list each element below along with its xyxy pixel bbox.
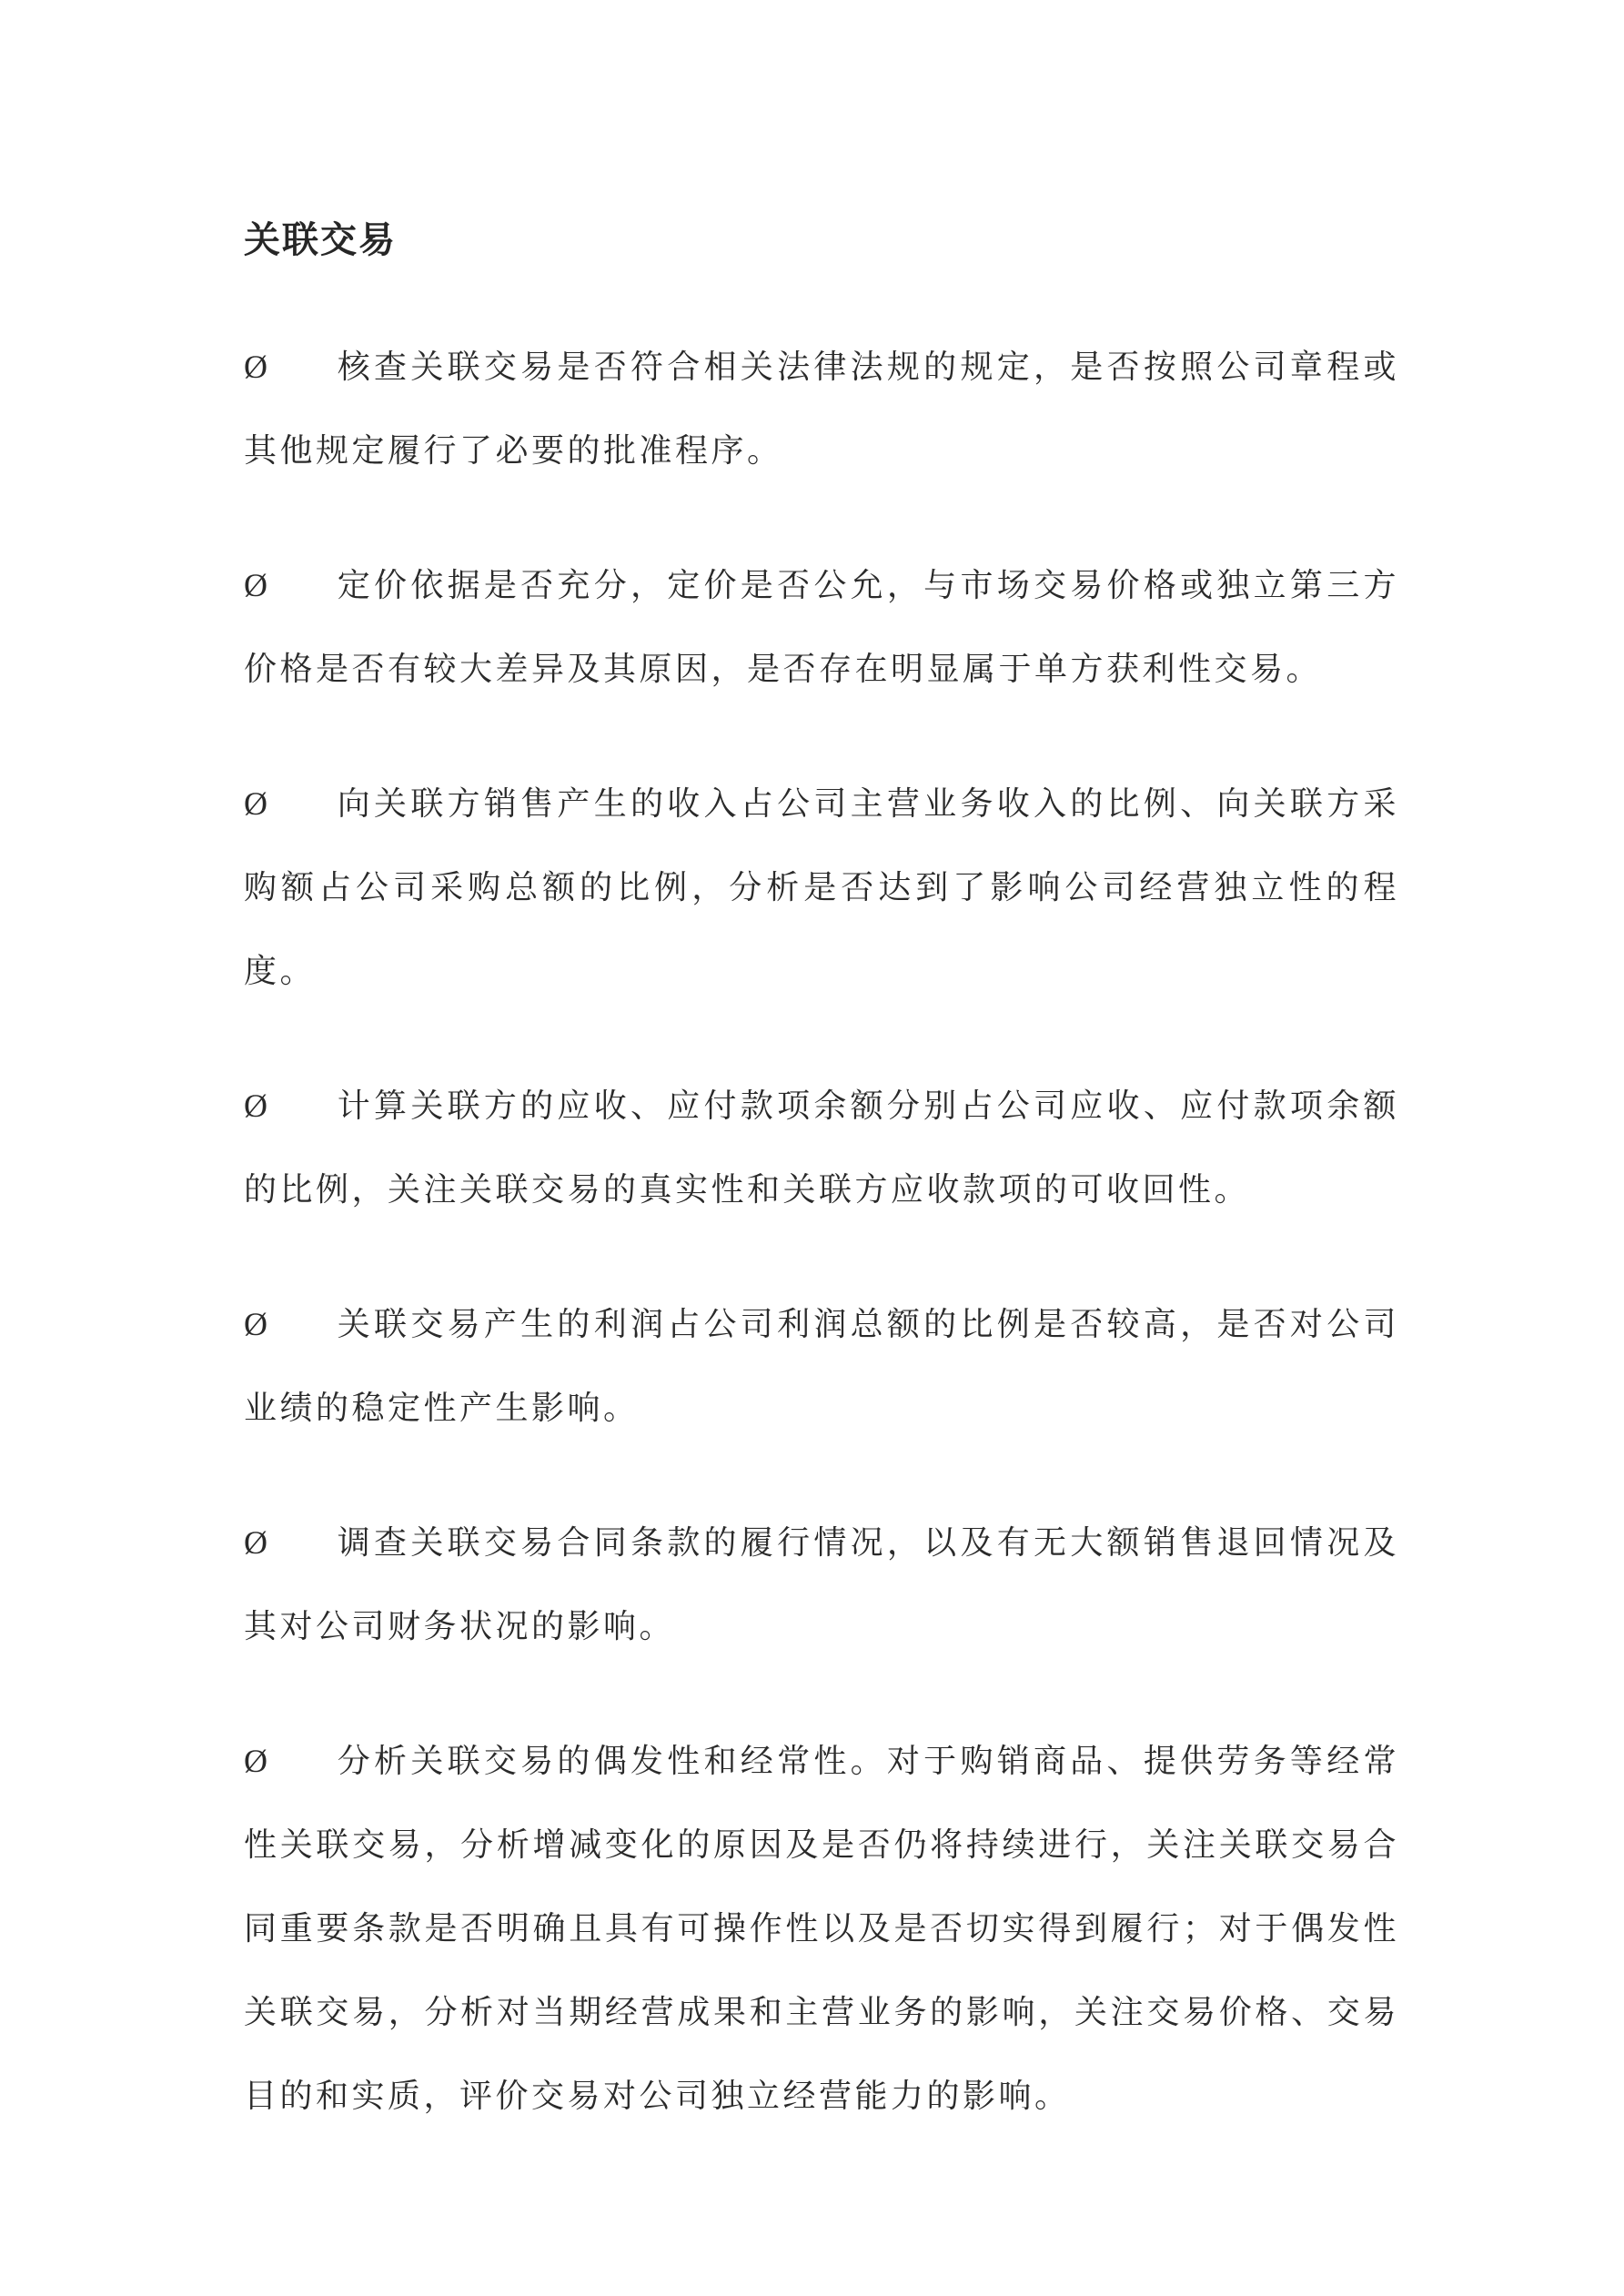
- bullet-marker: Ø: [244, 1087, 267, 1124]
- list-item: [244, 1064, 1399, 1231]
- list-item: [244, 1719, 1399, 2138]
- list-item: [244, 325, 1399, 492]
- list-item: [244, 1501, 1399, 1668]
- list-item-text: 核查关联交易是否符合相关法律法规的规定，是否按照公司章程或其他规定履行了必要的批准程序。: [244, 349, 1399, 469]
- bullet-marker: Ø: [244, 1306, 267, 1342]
- bullet-marker: Ø: [244, 567, 267, 603]
- list-item: [244, 1282, 1399, 1450]
- list-item-text: 向关联方销售产生的收入占公司主营业务收入的比例、向关联方采购额占公司采购总额的比例，分析是否达到了影响公司经营独立性的程度。: [244, 785, 1399, 989]
- document-content: [244, 0, 1399, 2189]
- bullet-marker: Ø: [244, 1524, 267, 1561]
- page-title: 关联交易: [244, 219, 397, 260]
- list-item: [244, 543, 1399, 711]
- bullet-marker: Ø: [244, 1743, 267, 1779]
- list-item: [244, 762, 1399, 1013]
- bullet-marker: Ø: [244, 349, 267, 385]
- bullet-marker: Ø: [244, 785, 267, 822]
- list-item-text: 分析关联交易的偶发性和经常性。对于购销商品、提供劳务等经常性关联交易，分析增减变化的原因及是否仍将持续进行，关注关联交易合同重要条款是否明确且具有可操作性以及是否切实得到履行；对于偶发性关联交易，分析对当期经营成果和主营业务的影响，关注交易价格、交易目的和实质，评价交易对公司独立经营能力的影响。: [244, 1743, 1399, 2114]
- list-item-text: 调查关联交易合同条款的履行情况，以及有无大额销售退回情况及其对公司财务状况的影响。: [244, 1524, 1399, 1644]
- list-item-text: 定价依据是否充分，定价是否公允，与市场交易价格或独立第三方价格是否有较大差异及其原因，是否存在明显属于单方获利性交易。: [244, 567, 1399, 687]
- list-item-text: 计算关联方的应收、应付款项余额分别占公司应收、应付款项余额的比例，关注关联交易的真实性和关联方应收款项的可收回性。: [244, 1087, 1399, 1208]
- list-item-text: 关联交易产生的利润占公司利润总额的比例是否较高，是否对公司业绩的稳定性产生影响。: [244, 1306, 1399, 1426]
